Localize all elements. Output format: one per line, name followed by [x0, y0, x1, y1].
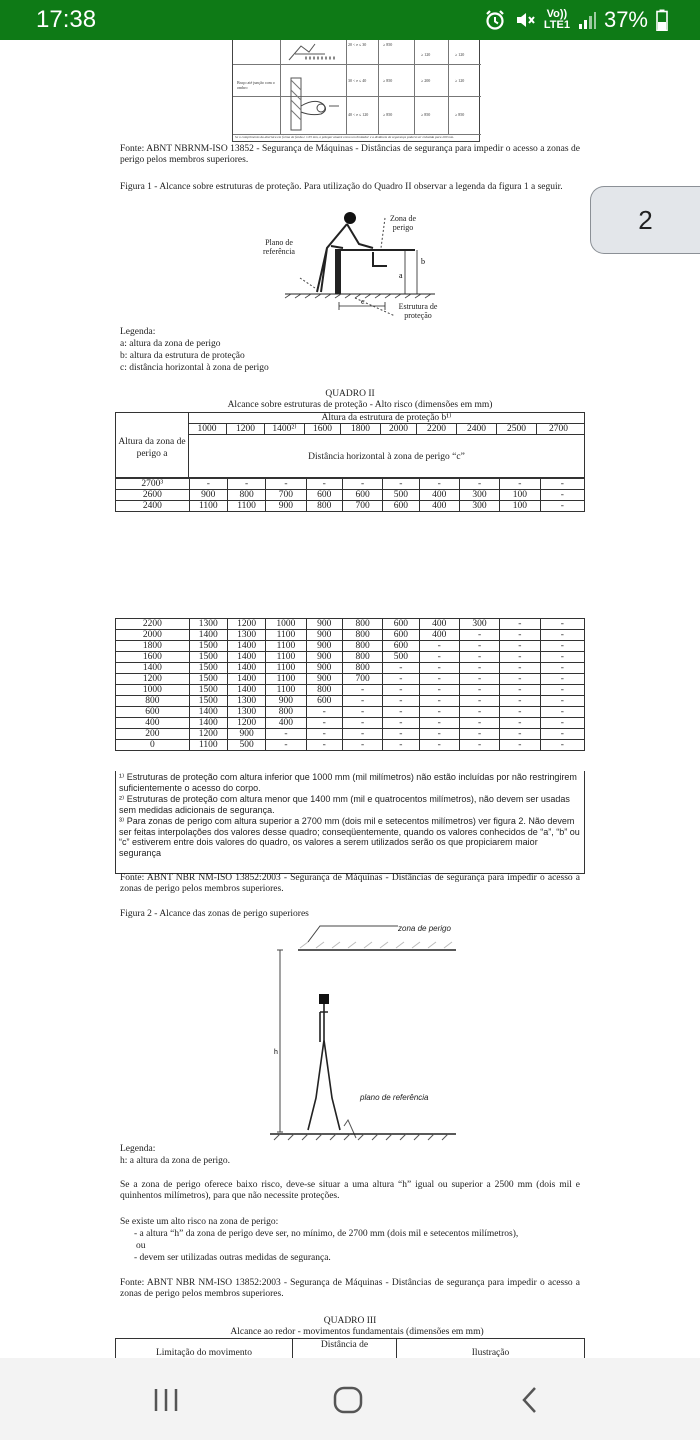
label-h: h [274, 1049, 278, 1056]
distance-cell: 600 [383, 630, 419, 641]
distance-cell: 900 [306, 630, 342, 641]
distance-cell: 1100 [266, 630, 306, 641]
distance-label: Distância horizontal à zona de perigo “c” [188, 435, 584, 478]
table-row [116, 501, 585, 512]
distance-cell: 700 [342, 501, 382, 512]
distance-cell: - [383, 718, 419, 729]
distance-cell: - [342, 740, 382, 751]
table-row [116, 740, 585, 751]
distance-cell: - [540, 479, 584, 490]
distance-cell: - [383, 707, 419, 718]
distance-cell: - [500, 696, 540, 707]
distance-cell: 1100 [266, 663, 306, 674]
distance-cell: 1400 [227, 674, 265, 685]
source-3: Fonte: ABNT NBR NM-ISO 13852:2003 - Segurança de Máquinas - Distâncias de segurança para impedir o acesso a zonas de perigo pelos membros superiores. [120, 1278, 580, 1299]
distance-cell: - [540, 696, 584, 707]
distance-cell: 100 [500, 490, 540, 501]
distance-cell: - [500, 685, 540, 696]
distance-cell: - [459, 685, 499, 696]
distance-cell: 900 [306, 652, 342, 663]
distance-cell: - [306, 718, 342, 729]
distance-cell: 400 [419, 619, 459, 630]
label-plano-referencia: Plano de referência [263, 238, 295, 256]
table-row [116, 619, 585, 630]
quadro2-table-top [115, 478, 585, 512]
quadro3-col-1: Limitação do movimento [115, 1339, 293, 1358]
distance-cell: - [540, 674, 584, 685]
table-row [116, 641, 585, 652]
distance-cell: 800 [266, 707, 306, 718]
distance-cell: - [500, 619, 540, 630]
home-button[interactable] [318, 1380, 378, 1420]
legend-1-a: a: altura da zona de perigo [120, 339, 221, 349]
distance-cell: - [383, 740, 419, 751]
distance-cell: - [459, 663, 499, 674]
distance-cell: - [383, 685, 419, 696]
paragraph-2-or: ou [136, 1241, 146, 1251]
distance-cell: - [459, 729, 499, 740]
distance-cell: 700 [266, 490, 306, 501]
footnote-2: ²⁾ Estruturas de proteção com altura menor que 1400 mm (mil e quatrocentos milímetros), não devem ser usadas sem medidas adicionais de segurança. [119, 794, 570, 815]
distance-cell: 800 [342, 641, 382, 652]
alarm-icon [484, 9, 506, 31]
distance-cell: 900 [227, 729, 265, 740]
page-indicator[interactable]: 2 [590, 186, 700, 254]
row-height-cell: 2700³ [116, 479, 190, 490]
distance-cell: 600 [383, 619, 419, 630]
distance-cell: - [540, 490, 584, 501]
distance-cell: 1400 [227, 641, 265, 652]
distance-cell: - [419, 729, 459, 740]
quadro2-table-bottom [115, 618, 585, 751]
distance-cell: - [342, 718, 382, 729]
distance-cell: 800 [306, 501, 342, 512]
distance-cell: - [306, 740, 342, 751]
distance-cell: 1200 [227, 718, 265, 729]
distance-cell: - [500, 479, 540, 490]
distance-cell: - [419, 740, 459, 751]
quadro2-header [115, 412, 585, 478]
distance-cell: 900 [306, 641, 342, 652]
distance-cell: 1500 [189, 641, 227, 652]
legend-1-c: c: distância horizontal à zona de perigo [120, 363, 269, 373]
distance-cell: 800 [342, 652, 382, 663]
signal-icon [578, 10, 596, 30]
distance-cell: - [540, 663, 584, 674]
paragraph-2-item-1: - a altura “h” da zona de perigo deve ser, no mínimo, de 2700 mm (dois mil e setecentos milímetros), [134, 1229, 519, 1239]
row-height-cell: 200 [116, 729, 190, 740]
distance-cell: - [419, 641, 459, 652]
source-1: Fonte: ABNT NBRNM-ISO 13852 - Segurança de Máquinas - Distâncias de segurança para impedir o acesso a zonas de perigo pelos membros superiores. [120, 144, 580, 165]
label-estrutura-protecao: Estrutura de proteção [398, 302, 438, 320]
row-height-cell: 1400 [116, 663, 190, 674]
column-header: 2400 [456, 424, 496, 435]
distance-cell: 1100 [227, 501, 265, 512]
table-row [116, 479, 585, 490]
back-button[interactable] [500, 1380, 560, 1420]
distance-cell: 800 [342, 630, 382, 641]
distance-cell: 100 [500, 501, 540, 512]
label-b: b [421, 257, 425, 266]
distance-cell: 500 [383, 490, 419, 501]
quadro3-title: QUADRO III [323, 1316, 377, 1326]
row-height-cell: 1800 [116, 641, 190, 652]
distance-cell: - [459, 479, 499, 490]
distance-cell: - [383, 696, 419, 707]
distance-cell: 1000 [266, 619, 306, 630]
distance-cell: - [342, 707, 382, 718]
quadro3-col-2: Distância de [293, 1339, 397, 1358]
table-row [116, 674, 585, 685]
distance-cell: - [459, 696, 499, 707]
table-row [116, 707, 585, 718]
distance-cell: 600 [383, 501, 419, 512]
distance-cell: 600 [383, 641, 419, 652]
distance-cell: 800 [227, 490, 265, 501]
row-height-cell: 1200 [116, 674, 190, 685]
column-header: 2000 [380, 424, 416, 435]
distance-cell: - [540, 718, 584, 729]
table-row [116, 490, 585, 501]
table-row [116, 663, 585, 674]
distance-cell: - [227, 479, 265, 490]
figure-1-caption: Figura 1 - Alcance sobre estruturas de proteção. Para utilização do Quadro II observar a legenda da figura 1 a seguir. [120, 182, 563, 192]
distance-cell: - [419, 696, 459, 707]
distance-cell: - [500, 718, 540, 729]
distance-cell: 1100 [266, 641, 306, 652]
distance-cell: - [459, 652, 499, 663]
distance-cell: 600 [306, 490, 342, 501]
navigation-bar [0, 1358, 700, 1440]
distance-cell: 400 [419, 630, 459, 641]
distance-cell: 300 [459, 619, 499, 630]
battery-icon [656, 9, 668, 31]
distance-cell: - [419, 663, 459, 674]
distance-cell: 400 [419, 490, 459, 501]
table-row [116, 652, 585, 663]
distance-cell: - [459, 718, 499, 729]
table-row [116, 729, 585, 740]
quadro2-column-headers [188, 424, 584, 435]
battery-percent: 37% [603, 7, 648, 32]
network-label: Vo)) LTE1 [543, 8, 570, 31]
distance-cell: 600 [306, 696, 342, 707]
table-row [116, 718, 585, 729]
distance-cell: 300 [459, 501, 499, 512]
label-a: a [399, 271, 403, 280]
distance-cell: - [189, 479, 227, 490]
distance-cell: 1300 [227, 630, 265, 641]
column-header: 1600 [304, 424, 340, 435]
paragraph-2-item-2: - devem ser utilizadas outras medidas de segurança. [134, 1253, 331, 1263]
distance-cell: - [383, 674, 419, 685]
back-icon [519, 1385, 541, 1415]
distance-cell: 1400 [189, 718, 227, 729]
row-height-cell: 2200 [116, 619, 190, 630]
distance-cell: 1400 [189, 707, 227, 718]
row-height-cell: 2400 [116, 501, 190, 512]
row-height-cell: 0 [116, 740, 190, 751]
distance-cell: - [540, 729, 584, 740]
label-plano-referencia-2: plano de referência [360, 1093, 429, 1102]
distance-cell: 1100 [266, 652, 306, 663]
distance-cell: - [383, 479, 419, 490]
distance-cell: - [266, 729, 306, 740]
distance-cell: - [419, 718, 459, 729]
table-row [116, 685, 585, 696]
quadro3-header [115, 1338, 585, 1358]
distance-cell: - [419, 707, 459, 718]
distance-cell: - [419, 685, 459, 696]
distance-cell: 1500 [189, 674, 227, 685]
distance-cell: - [342, 685, 382, 696]
footnote-3: ³⁾ Para zonas de perigo com altura superior a 2700 mm (dois mil e setecentos milímetros) ver figura 2. Não devem ser feitas interpolações dos valores desse quadro; conseqüentemente, quando os valores conhecidos de “a”, “b” ou “c” estiverem entre dois valores do quadro, os valores a serem utilizados serão os que propiciarem maior segurança [119, 816, 580, 858]
distance-cell: - [540, 707, 584, 718]
distance-cell: - [419, 479, 459, 490]
distance-cell: 900 [266, 696, 306, 707]
distance-cell: 1100 [266, 685, 306, 696]
distance-cell: - [500, 729, 540, 740]
distance-cell: - [266, 479, 306, 490]
distance-cell: 1400 [189, 630, 227, 641]
label-c: c [361, 297, 365, 306]
home-icon [332, 1385, 364, 1415]
distance-cell: 900 [306, 619, 342, 630]
status-icons [484, 7, 668, 33]
distance-cell: - [266, 740, 306, 751]
column-header: 2500 [496, 424, 536, 435]
row-height-cell: 600 [116, 707, 190, 718]
distance-cell: - [540, 641, 584, 652]
row-label-a: Altura da zona de perigo a [118, 437, 186, 459]
distance-cell: 1300 [227, 696, 265, 707]
quadro2-subtitle: Alcance sobre estruturas de proteção - Alto risco (dimensões em mm) [227, 400, 493, 410]
distance-cell: 1500 [189, 663, 227, 674]
distance-cell: - [500, 674, 540, 685]
distance-cell: 500 [227, 740, 265, 751]
top-table-note: Se o comprimento da abertura em forma de fenda e ≤ 65 mm, o polegar atuará como um limitador e a distância de segurança poderá ser reduzida para 200 mm. [235, 135, 454, 139]
legend-1-b: b: altura da estrutura de proteção [120, 351, 245, 361]
footnote-1: ¹⁾ Estruturas de proteção com altura inferior que 1000 mm (mil milímetros) não estão incluídas por não restringirem suficientemente o acesso do corpo. [119, 772, 577, 793]
distance-cell: 800 [342, 663, 382, 674]
paragraph-1: Se a zona de perigo oferece baixo risco, deve-se situar a uma altura “h” igual ou superior a 2500 mm (dois mil e quinhentos milímetros), para que não necessite proteções. [120, 1180, 580, 1201]
row-label: Braço até junção com o ombro [237, 80, 275, 90]
distance-cell: - [459, 674, 499, 685]
distance-cell: 1300 [189, 619, 227, 630]
distance-cell: 500 [383, 652, 419, 663]
status-bar [0, 0, 700, 40]
distance-cell: - [342, 479, 382, 490]
distance-cell: 300 [459, 490, 499, 501]
label-zona-perigo-2: zona de perigo [398, 924, 451, 933]
column-header: 2200 [416, 424, 456, 435]
legend-1-title: Legenda: [120, 327, 156, 337]
distance-cell: - [383, 729, 419, 740]
distance-cell: - [342, 729, 382, 740]
distance-cell: - [419, 652, 459, 663]
distance-cell: 700 [342, 674, 382, 685]
status-time: 17:38 [36, 6, 97, 33]
distance-cell: - [306, 479, 342, 490]
row-height-cell: 800 [116, 696, 190, 707]
column-header: 2700 [536, 424, 580, 435]
distance-cell: - [306, 729, 342, 740]
figure-2-caption: Figura 2 - Alcance das zonas de perigo superiores [120, 909, 309, 919]
legend-2-title: Legenda: [120, 1144, 156, 1154]
distance-cell: 1500 [189, 685, 227, 696]
table-row [116, 696, 585, 707]
distance-cell: 1500 [189, 652, 227, 663]
distance-cell: 1500 [189, 696, 227, 707]
distance-cell: - [459, 641, 499, 652]
distance-cell: - [459, 707, 499, 718]
distance-cell: - [540, 685, 584, 696]
distance-cell: 900 [189, 490, 227, 501]
distance-cell: 400 [419, 501, 459, 512]
distance-cell: 800 [306, 685, 342, 696]
row-height-cell: 400 [116, 718, 190, 729]
distance-cell: - [459, 740, 499, 751]
distance-cell: - [500, 630, 540, 641]
distance-cell: - [459, 630, 499, 641]
distance-cell: - [500, 663, 540, 674]
label-zona-perigo: Zona de perigo [390, 214, 416, 232]
distance-cell: - [342, 696, 382, 707]
paragraph-2-intro: Se existe um alto risco na zona de perigo: [120, 1217, 279, 1227]
distance-cell: - [500, 641, 540, 652]
distance-cell: - [500, 707, 540, 718]
distance-cell: - [540, 740, 584, 751]
legend-2-h: h: a altura da zona de perigo. [120, 1156, 230, 1166]
distance-cell: - [540, 501, 584, 512]
column-header: 1200 [226, 424, 264, 435]
distance-cell: 800 [342, 619, 382, 630]
mute-icon [514, 9, 536, 31]
distance-cell: 1100 [266, 674, 306, 685]
distance-cell: 1100 [189, 740, 227, 751]
distance-cell: 600 [342, 490, 382, 501]
column-header: 1000 [197, 424, 217, 434]
hand-illustration-2 [285, 66, 345, 132]
distance-cell: 1400 [227, 685, 265, 696]
distance-cell: 400 [266, 718, 306, 729]
column-header: 1800 [340, 424, 380, 435]
distance-cell: - [540, 630, 584, 641]
figure-2-illustration [260, 920, 460, 1142]
table-row [116, 630, 585, 641]
top-table: Braço até junção com o ombro 20 < e ≤ 30 ≥ 850 ≥ 120 ≥ 120 30 < e ≤ 40 ≥ 850 ≥ 200 ≥ 120 40 < e ≤ 120 ≥ 850 ≥ 850 ≥ 850 Se o comprimento da abertura em forma de fenda e ≤ 65 mm, o polegar atuará como um limitador e a distância de segurança poderá ser reduzida para 200 mm. [232, 40, 480, 142]
distance-cell: - [500, 652, 540, 663]
distance-cell: - [500, 740, 540, 751]
quadro3-col-3: Ilustração [397, 1339, 585, 1358]
column-header: 1400²⁾ [264, 424, 304, 435]
distance-cell: - [540, 652, 584, 663]
row-height-cell: 2600 [116, 490, 190, 501]
distance-cell: - [419, 674, 459, 685]
hand-illustration-1 [285, 40, 343, 62]
quadro3-subtitle: Alcance ao redor - movimentos fundamentais (dimensões em mm) [230, 1327, 484, 1337]
distance-cell: 1400 [227, 652, 265, 663]
quadro2-footnotes [115, 771, 585, 874]
distance-cell: - [383, 663, 419, 674]
distance-cell: 1200 [189, 729, 227, 740]
distance-cell: 1100 [189, 501, 227, 512]
distance-cell: 1200 [227, 619, 265, 630]
recents-icon [152, 1387, 180, 1413]
quadro2-title: QUADRO II [325, 389, 375, 399]
row-height-cell: 1600 [116, 652, 190, 663]
recents-button[interactable] [136, 1380, 196, 1420]
source-2: Fonte: ABNT NBR NM-ISO 13852:2003 - Segurança de Máquinas - Distâncias de segurança para impedir o acesso a zonas de perigo pelos membros superiores. [120, 873, 580, 894]
distance-cell: 900 [306, 674, 342, 685]
distance-cell: 1300 [227, 707, 265, 718]
row-height-cell: 1000 [116, 685, 190, 696]
distance-cell: 900 [306, 663, 342, 674]
distance-cell: 900 [266, 501, 306, 512]
distance-cell: - [540, 619, 584, 630]
distance-cell: - [306, 707, 342, 718]
distance-cell: 1400 [227, 663, 265, 674]
header-b: Altura da estrutura de proteção b¹⁾ [188, 413, 584, 424]
row-height-cell: 2000 [116, 630, 190, 641]
